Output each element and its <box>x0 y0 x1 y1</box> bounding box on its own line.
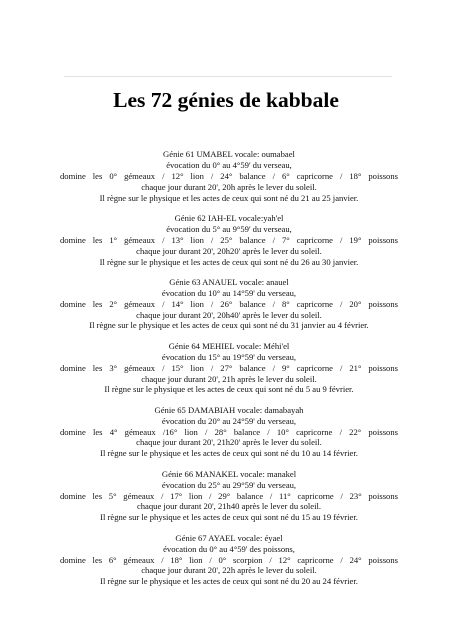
genie-duration: chaque jour durant 20', 20h40' après le lever du soleil. <box>136 309 322 320</box>
genie-heading: Génie 67 AYAEL vocale: éyael <box>175 532 283 543</box>
genie-evocation: évocation du 0° au 4°59' des poissons, <box>163 543 295 554</box>
genie-entry-65 <box>60 405 398 459</box>
genie-heading: Génie 63 ANAUEL vocale: anauel <box>169 276 289 287</box>
genie-duration: chaque jour durant 20', 22h après le lever du soleil. <box>141 565 317 576</box>
genie-rule: Il règne sur le physique et les actes de ceux qui sont né du 15 au 19 février. <box>100 512 358 523</box>
genie-heading: Génie 65 DAMABIAH vocale: damabayah <box>154 404 304 415</box>
genie-domine: domine les 5° gémeaux / 17° lion / 29° balance / 11° capricorne / 23° poissons <box>60 490 398 501</box>
genie-entry-66 <box>60 469 398 523</box>
genie-rule: Il règne sur le physique et les actes de ceux qui sont né du 26 au 30 janvier. <box>99 256 359 267</box>
genie-rule: Il règne sur le physique et les actes de ceux qui sont né du 20 au 24 février. <box>100 576 358 587</box>
genie-domine: domine les 2° gémeaux / 14° lion / 26° balance / 8° capricorne / 20° poissons <box>60 298 398 309</box>
genie-heading: Génie 66 MANAKEL vocale: manakel <box>161 468 297 479</box>
genie-duration: chaque jour durant 20', 21h après le lever du soleil. <box>141 373 317 384</box>
page-title: Les 72 génies de kabbale <box>113 88 339 112</box>
genie-entry-64 <box>60 341 398 395</box>
genie-evocation: évocation du 25° au 29°59' du verseau, <box>161 479 297 490</box>
genie-heading: Génie 64 MEHIEL vocale: Méhi'el <box>168 340 290 351</box>
genie-evocation: évocation du 20° au 24°59' du verseau, <box>161 415 297 426</box>
genie-domine: domine les 3° gémeaux / 15° lion / 27° balance / 9° capricorne / 21° poissons <box>60 362 398 373</box>
genie-heading: Génie 61 UMABEL vocale: oumabael <box>163 149 295 159</box>
genie-evocation: évocation du 10° au 14°59' du verseau, <box>161 287 297 298</box>
genie-evocation: évocation du 15° au 19°59' du verseau, <box>161 351 297 362</box>
genie-domine: domine les 1° gémeaux / 13° lion / 25° balance / 7° capricorne / 19° poissons <box>60 234 398 245</box>
genie-domine: domine les 4° gémeaux /16° lion / 28° balance / 10° capricorne / 22° poissons <box>60 426 398 437</box>
genie-entry-61 <box>60 149 398 203</box>
genie-entry-62 <box>60 213 398 267</box>
genie-domine: domine les 6° gémeaux / 18° lion / 0° scorpion / 12° capricorne / 24° poissons <box>60 554 398 565</box>
genie-heading: Génie 62 IAH-EL vocale:yah'el <box>174 212 284 223</box>
genie-duration: chaque jour durant 20', 21h40 après le lever du soleil. <box>136 501 322 512</box>
genie-entry-67 <box>60 533 398 587</box>
genie-rule: Il règne sur le physique et les actes de ceux qui sont né du 5 au 9 février. <box>104 384 354 395</box>
genie-evocation: évocation du 0° au 4°59' du verseau, <box>166 159 292 170</box>
genie-duration: chaque jour durant 20', 20h après le lever du soleil. <box>141 181 317 192</box>
genie-duration: chaque jour durant 20', 21h20' après le lever du soleil. <box>136 437 322 448</box>
genie-entry-63 <box>60 277 398 331</box>
header-divider <box>64 76 392 77</box>
genie-rule: Il règne sur le physique et les actes de ceux qui sont né du 21 au 25 janvier. <box>99 192 359 203</box>
genie-rule: Il règne sur le physique et les actes de ceux qui sont né du 10 au 14 février. <box>100 448 358 459</box>
genie-domine: domine les 0° gémeaux / 12° lion / 24° balance / 6° capricorne / 18° poissons <box>60 170 398 181</box>
genie-duration: chaque jour durant 20', 20h20' après le lever du soleil. <box>136 245 322 256</box>
genie-rule: Il règne sur le physique et les actes de ceux qui sont né du 31 janvier au 4 février. <box>89 320 369 331</box>
genie-list <box>60 149 398 597</box>
genie-evocation: évocation du 5° au 9°59' du verseau, <box>166 223 292 234</box>
